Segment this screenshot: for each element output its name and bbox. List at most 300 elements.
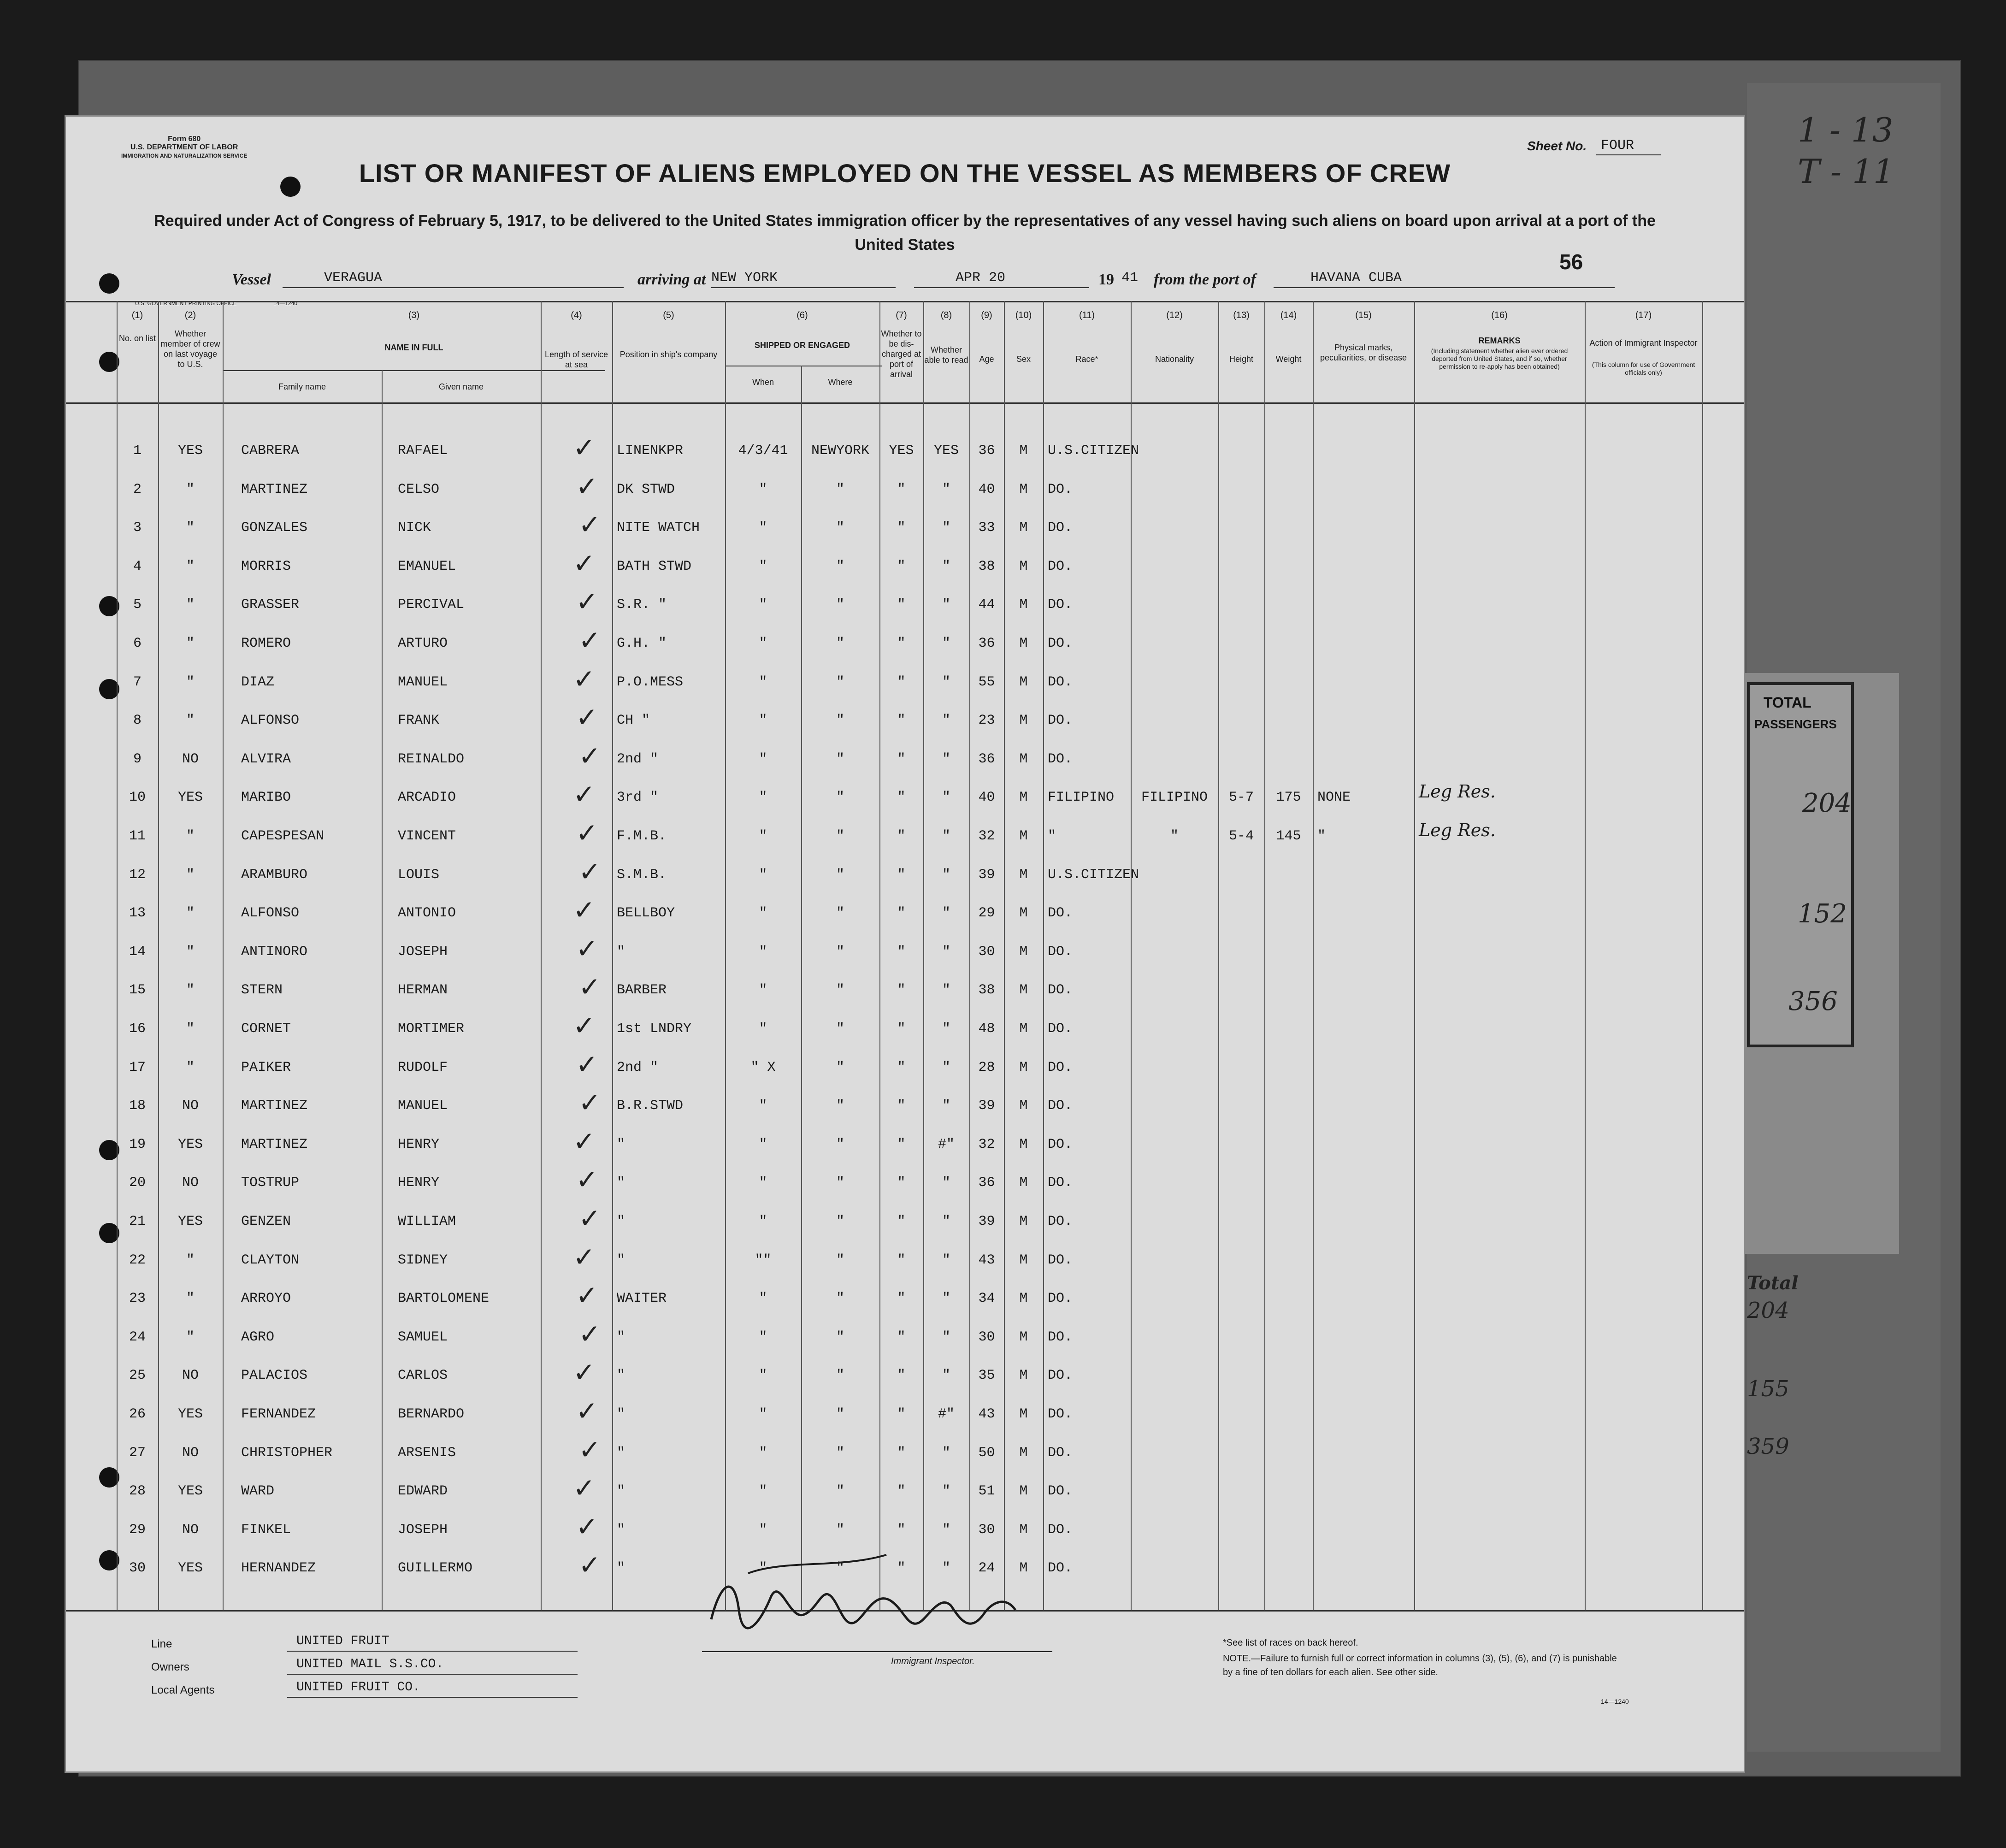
cell-no: 13 [129,905,146,921]
cell-family-name: MARTINEZ [241,1098,308,1114]
cell-given-name: EDWARD [398,1483,448,1500]
cell-discharged: " [897,751,906,767]
owners-label: Owners [151,1661,189,1673]
table-row [66,1010,1744,1051]
cell-sex: M [1019,1406,1028,1422]
cell-where: " [836,481,844,497]
cell-when: " [759,905,767,921]
cell-position: " [617,1445,625,1461]
cell-family-name: DIAZ [241,674,275,690]
cell-race: DO. [1048,1136,1073,1152]
cell-last-voyage: NO [182,1445,199,1461]
header-physical-marks: Physical marks, peculiarities, or disease [1320,343,1407,362]
table-header-border [66,402,1744,404]
cell-position: BATH STWD [617,558,692,574]
cell-position: 1st LNDRY [617,1021,692,1037]
cell-age: 38 [978,558,995,574]
header-where: Where [828,378,853,387]
cell-position: DK STWD [617,481,675,497]
header-family-name: Family name [278,382,326,391]
year-prefix: 19 [1098,271,1114,288]
cell-nationality: FILIPINO [1141,790,1208,806]
cell-position: B.R.STWD [617,1098,684,1114]
cell-age: 48 [978,1021,995,1037]
arriving-port: NEW YORK [711,270,778,286]
check-mark-icon: ✓ [576,1164,598,1196]
cell-able-to-read: " [942,636,950,651]
table-row [66,1395,1744,1437]
cell-where: " [836,1214,844,1229]
cell-no: 1 [133,443,142,459]
table-row [66,1241,1744,1283]
cell-discharged: " [897,1136,906,1152]
cell-family-name: CLAYTON [241,1252,300,1268]
cell-no: 26 [129,1406,146,1422]
cell-position: " [617,944,625,960]
cell-race: DO. [1048,1291,1073,1307]
cell-last-voyage: NO [182,1098,199,1114]
cell-family-name: ALFONSO [241,713,300,729]
name-header-rule [223,370,605,371]
cell-family-name: FINKEL [241,1522,291,1538]
agents-label: Local Agents [151,1684,215,1696]
cell-race: DO. [1048,1098,1073,1114]
cell-position: F.M.B. [617,828,667,844]
cell-race: DO. [1048,1059,1073,1075]
cell-discharged: " [897,1291,906,1307]
cell-when: " [759,1445,767,1461]
check-mark-icon: ✓ [578,856,601,887]
cell-age: 40 [978,481,995,497]
line-label: Line [151,1638,172,1650]
cell-given-name: SAMUEL [398,1329,448,1345]
cell-where: " [836,1406,844,1422]
cell-age: 32 [978,1136,995,1152]
cell-given-name: PERCIVAL [398,597,465,613]
cell-no: 15 [129,982,146,998]
check-mark-icon: ✓ [576,817,598,849]
cell-given-name: MANUEL [398,674,448,690]
cell-race: U.S.CITIZEN [1048,443,1139,459]
cell-discharged: " [897,1098,906,1114]
cell-where: " [836,751,844,767]
cell-age: 28 [978,1059,995,1075]
cell-when: "" [755,1252,772,1268]
check-mark-icon: ✓ [573,779,596,810]
cell-position: G.H. " [617,636,667,651]
cell-family-name: MARTINEZ [241,481,308,497]
cell-when: " [759,1098,767,1114]
col-number: (5) [663,310,674,320]
agents-value: UNITED FRUIT CO. [296,1680,420,1694]
header-race: Race* [1075,354,1098,364]
fine-note: NOTE.—Failure to furnish full or correct information in columns (3), (5), (6), and (7) is punishable by a fine of ten dollars for each alien. See other side. [1223,1653,1617,1677]
cell-last-voyage: YES [177,1483,203,1500]
cell-last-voyage: " [186,674,195,690]
cell-able-to-read: " [942,558,950,574]
cell-age: 55 [978,674,995,690]
cell-sex: M [1019,1522,1028,1538]
cell-able-to-read: " [942,1252,950,1268]
signature-caption: Immigrant Inspector. [891,1656,975,1666]
page-subtitle: Required under Act of Congress of February 5, 1917, to be delivered to the United States immigration officer by the representatives of any vessel having such aliens on board upon arrival at a port of the United States [154,212,1656,254]
col-number: (12) [1166,310,1183,320]
cell-where: " [836,1136,844,1152]
cell-where: " [836,636,844,651]
cell-when: " [759,1483,767,1500]
cell-family-name: MARIBO [241,790,291,806]
cell-last-voyage: " [186,1291,195,1307]
page-title: LIST OR MANIFEST OF ALIENS EMPLOYED ON THE VESSEL AS MEMBERS OF CREW [359,159,1451,188]
cell-no: 22 [129,1252,146,1268]
corner-note-1: 1 - 13 [1798,111,1894,149]
cell-last-voyage: " [186,597,195,613]
cell-given-name: LOUIS [398,867,440,883]
cell-discharged: " [897,1252,906,1268]
cell-where: " [836,558,844,574]
cell-given-name: EMANUEL [398,558,456,574]
cell-when: " [759,1136,767,1152]
cell-physical-marks: " [1317,828,1326,844]
cell-when: " [759,1214,767,1229]
cell-where: " [836,1291,844,1307]
cell-last-voyage: " [186,636,195,651]
cell-no: 7 [133,674,142,690]
cell-age: 23 [978,713,995,729]
cell-no: 16 [129,1021,146,1037]
cell-able-to-read: " [942,867,950,883]
cell-sex: M [1019,751,1028,767]
table-row [66,1087,1744,1128]
cell-discharged: " [897,1522,906,1538]
cell-no: 9 [133,751,142,767]
arrival-date: APR 20 [956,270,1006,286]
cell-family-name: STERN [241,982,283,998]
cell-given-name: ANTONIO [398,905,456,921]
cell-discharged: " [897,1368,906,1384]
cell-last-voyage: " [186,1059,195,1075]
cell-family-name: ROMERO [241,636,291,651]
table-row [66,547,1744,589]
table-row [66,894,1744,936]
cell-race: DO. [1048,1406,1073,1422]
cell-family-name: PALACIOS [241,1368,308,1384]
cell-given-name: VINCENT [398,828,456,844]
cell-position: " [617,1175,625,1191]
cell-where: " [836,520,844,536]
cell-discharged: YES [889,443,914,459]
cell-able-to-read: " [942,713,950,729]
cell-sex: M [1019,1175,1028,1191]
cell-last-voyage: YES [177,1136,203,1152]
check-mark-icon: ✓ [578,1549,601,1581]
cell-family-name: HERNANDEZ [241,1560,316,1576]
cell-position: S.R. " [617,597,667,613]
cell-sex: M [1019,713,1028,729]
cell-discharged: " [897,1059,906,1075]
cell-last-voyage: YES [177,790,203,806]
header-height: Height [1229,354,1254,364]
col-number: (17) [1635,310,1652,320]
table-row [66,1125,1744,1167]
cell-discharged: " [897,867,906,883]
cell-family-name: ANTINORO [241,944,308,960]
check-mark-icon: ✓ [578,971,601,1003]
cell-family-name: ARAMBURO [241,867,308,883]
header-position: Position in ship's company [620,350,718,359]
cell-height: 5-7 [1228,790,1254,806]
cell-race: DO. [1048,481,1073,497]
cell-where: " [836,1522,844,1538]
cell-when: " [759,1021,767,1037]
cell-when: " [759,1291,767,1307]
cell-position: CH " [617,713,650,729]
cell-sex: M [1019,1560,1028,1576]
cell-family-name: TOSTRUP [241,1175,300,1191]
check-mark-icon: ✓ [578,1434,601,1465]
header-nationality: Nationality [1155,354,1194,364]
check-mark-icon: ✓ [576,1048,598,1080]
cell-position: " [617,1560,625,1576]
header-length-of-service: Length of service at sea [544,350,608,369]
header-when: When [752,378,774,387]
cell-no: 28 [129,1483,146,1500]
cell-sex: M [1019,1059,1028,1075]
cell-given-name: ARSENIS [398,1445,456,1461]
table-row [66,817,1744,859]
cell-able-to-read: " [942,1175,950,1191]
corner-note-2: T - 11 [1798,152,1894,191]
cell-where: " [836,1368,844,1384]
cell-when: " [759,1560,767,1576]
cell-age: 43 [978,1252,995,1268]
cell-able-to-read: " [942,674,950,690]
header-action-note: (This column for use of Government officials only) [1592,361,1695,376]
cell-no: 18 [129,1098,146,1114]
cell-when: " [759,1522,767,1538]
cell-no: 6 [133,636,142,651]
cell-given-name: MORTIMER [398,1021,465,1037]
cell-where: " [836,982,844,998]
footer-form-code: 14—1240 [1601,1698,1629,1705]
cell-position: NITE WATCH [617,520,700,536]
cell-given-name: REINALDO [398,751,465,767]
cell-discharged: " [897,790,906,806]
header-action: Action of Immigrant Inspector [1589,338,1698,348]
cell-age: 39 [978,1098,995,1114]
cell-age: 36 [978,1175,995,1191]
cell-last-voyage: " [186,520,195,536]
cell-discharged: " [897,597,906,613]
arriving-label: arriving at [637,271,706,288]
cell-given-name: HENRY [398,1175,440,1191]
col-number: (8) [940,310,952,320]
cell-last-voyage: " [186,905,195,921]
cell-sex: M [1019,982,1028,998]
vessel-label: Vessel [232,271,271,288]
cell-family-name: CHRISTOPHER [241,1445,333,1461]
cell-no: 29 [129,1522,146,1538]
cell-where: " [836,1560,844,1576]
cell-when: " [759,1406,767,1422]
lower-total-2: 155 [1747,1376,1789,1402]
cell-where: " [836,1059,844,1075]
cell-given-name: ARCADIO [398,790,456,806]
cell-race: DO. [1048,751,1073,767]
cell-position: " [617,1252,625,1268]
cell-where: " [836,1329,844,1345]
cell-race: U.S.CITIZEN [1048,867,1139,883]
cell-race: DO. [1048,558,1073,574]
cell-able-to-read: " [942,1329,950,1345]
cell-when: " [759,944,767,960]
cell-discharged: " [897,674,906,690]
cell-discharged: " [897,1175,906,1191]
cell-sex: M [1019,520,1028,536]
cell-discharged: " [897,905,906,921]
box-value-2: 152 [1798,899,1847,929]
cell-no: 24 [129,1329,146,1345]
cell-age: 51 [978,1483,995,1500]
cell-sex: M [1019,1368,1028,1384]
cell-where: " [836,1021,844,1037]
cell-given-name: CELSO [398,481,440,497]
table-top-border [66,301,1744,302]
cell-given-name: BERNARDO [398,1406,465,1422]
table-row [66,663,1744,705]
cell-position: " [617,1368,625,1384]
check-mark-icon: ✓ [576,1395,598,1427]
cell-discharged: " [897,520,906,536]
table-row [66,781,1744,820]
check-mark-icon: ✓ [578,1318,601,1350]
cell-position: " [617,1406,625,1422]
cell-last-voyage: NO [182,1368,199,1384]
check-mark-icon: ✓ [578,1203,601,1234]
cell-when: " [759,597,767,613]
punch-hole [99,273,119,294]
col-number: (11) [1079,310,1095,320]
check-mark-icon: ✓ [578,740,601,772]
line-rule [287,1651,578,1652]
cell-no: 25 [129,1368,146,1384]
cell-when: " [759,636,767,651]
cell-race: DO. [1048,1368,1073,1384]
col-number: (15) [1355,310,1372,320]
cell-able-to-read: " [942,597,950,613]
arriving-line [711,287,896,288]
cell-race: DO. [1048,944,1073,960]
cell-race: DO. [1048,520,1073,536]
table-row [66,933,1744,974]
cell-able-to-read: " [942,790,950,806]
cell-sex: M [1019,1291,1028,1307]
cell-age: 39 [978,1214,995,1229]
cell-discharged: " [897,1560,906,1576]
cell-sex: M [1019,1098,1028,1114]
cell-race: DO. [1048,1214,1073,1229]
owners-value: UNITED MAIL S.S.CO. [296,1657,444,1671]
cell-given-name: RUDOLF [398,1059,448,1075]
cell-discharged: " [897,1021,906,1037]
col-number: (7) [896,310,907,320]
cell-given-name: CARLOS [398,1368,448,1384]
box-title: TOTAL [1764,694,1811,711]
check-mark-icon: ✓ [573,547,596,579]
table-row [66,627,1744,666]
table-row [66,1472,1744,1514]
header-name-in-full: NAME IN FULL [384,343,443,352]
cell-family-name: MORRIS [241,558,291,574]
header-sex: Sex [1016,354,1031,364]
table-row [66,856,1744,897]
check-mark-icon: ✓ [573,1241,596,1273]
header-remarks: REMARKS [1478,336,1521,345]
cell-given-name: MANUEL [398,1098,448,1114]
cell-when: " [759,481,767,497]
from-port-label: from the port of [1154,271,1256,288]
cell-able-to-read: " [942,944,950,960]
race-note: *See list of races on back hereof. [1223,1638,1358,1648]
cell-no: 19 [129,1136,146,1152]
cell-age: 38 [978,982,995,998]
cell-discharged: " [897,1445,906,1461]
cell-age: 32 [978,828,995,844]
cell-when: " [759,867,767,883]
cell-when: " [759,1175,767,1191]
cell-last-voyage: YES [177,443,203,459]
printing-code: 14—1240 [273,300,298,307]
cell-sex: M [1019,443,1028,459]
cell-given-name: SIDNEY [398,1252,448,1268]
col-number: (2) [184,310,196,320]
page-number: 56 [1559,250,1583,274]
vessel-line [283,287,624,288]
cell-able-to-read: " [942,1059,950,1075]
owners-rule [287,1674,578,1675]
cell-able-to-read: " [942,1522,950,1538]
cell-when: " [759,713,767,729]
header-able-to-read: Whether able to read [924,345,968,365]
header-remarks-note: (Including statement whether alien ever ordered deported from United States, and if so, whether permission to re-apply has been obtained) [1431,347,1568,370]
cell-family-name: GRASSER [241,597,300,613]
cell-last-voyage: " [186,1252,195,1268]
sheet-number: FOUR [1601,138,1634,154]
cell-age: 40 [978,790,995,806]
cell-discharged: " [897,1329,906,1345]
cell-able-to-read: " [942,1560,950,1576]
cell-given-name: NICK [398,520,431,536]
cell-sex: M [1019,905,1028,921]
cell-sex: M [1019,944,1028,960]
check-mark-icon: ✓ [578,509,601,541]
cell-last-voyage: " [186,944,195,960]
cell-discharged: " [897,828,906,844]
table-row [66,1434,1744,1476]
check-mark-icon: ✓ [578,625,601,656]
header-shipped: SHIPPED OR ENGAGED [754,341,850,350]
cell-age: 34 [978,1291,995,1307]
table-row [66,586,1744,627]
table-row [66,470,1744,512]
check-mark-icon: ✓ [573,1010,596,1041]
cell-able-to-read: " [942,1214,950,1229]
cell-given-name: WILLIAM [398,1214,456,1229]
cell-able-to-read: " [942,520,950,536]
cell-given-name: FRANK [398,713,440,729]
cell-where: NEWYORK [811,443,870,459]
cell-sex: M [1019,1136,1028,1152]
